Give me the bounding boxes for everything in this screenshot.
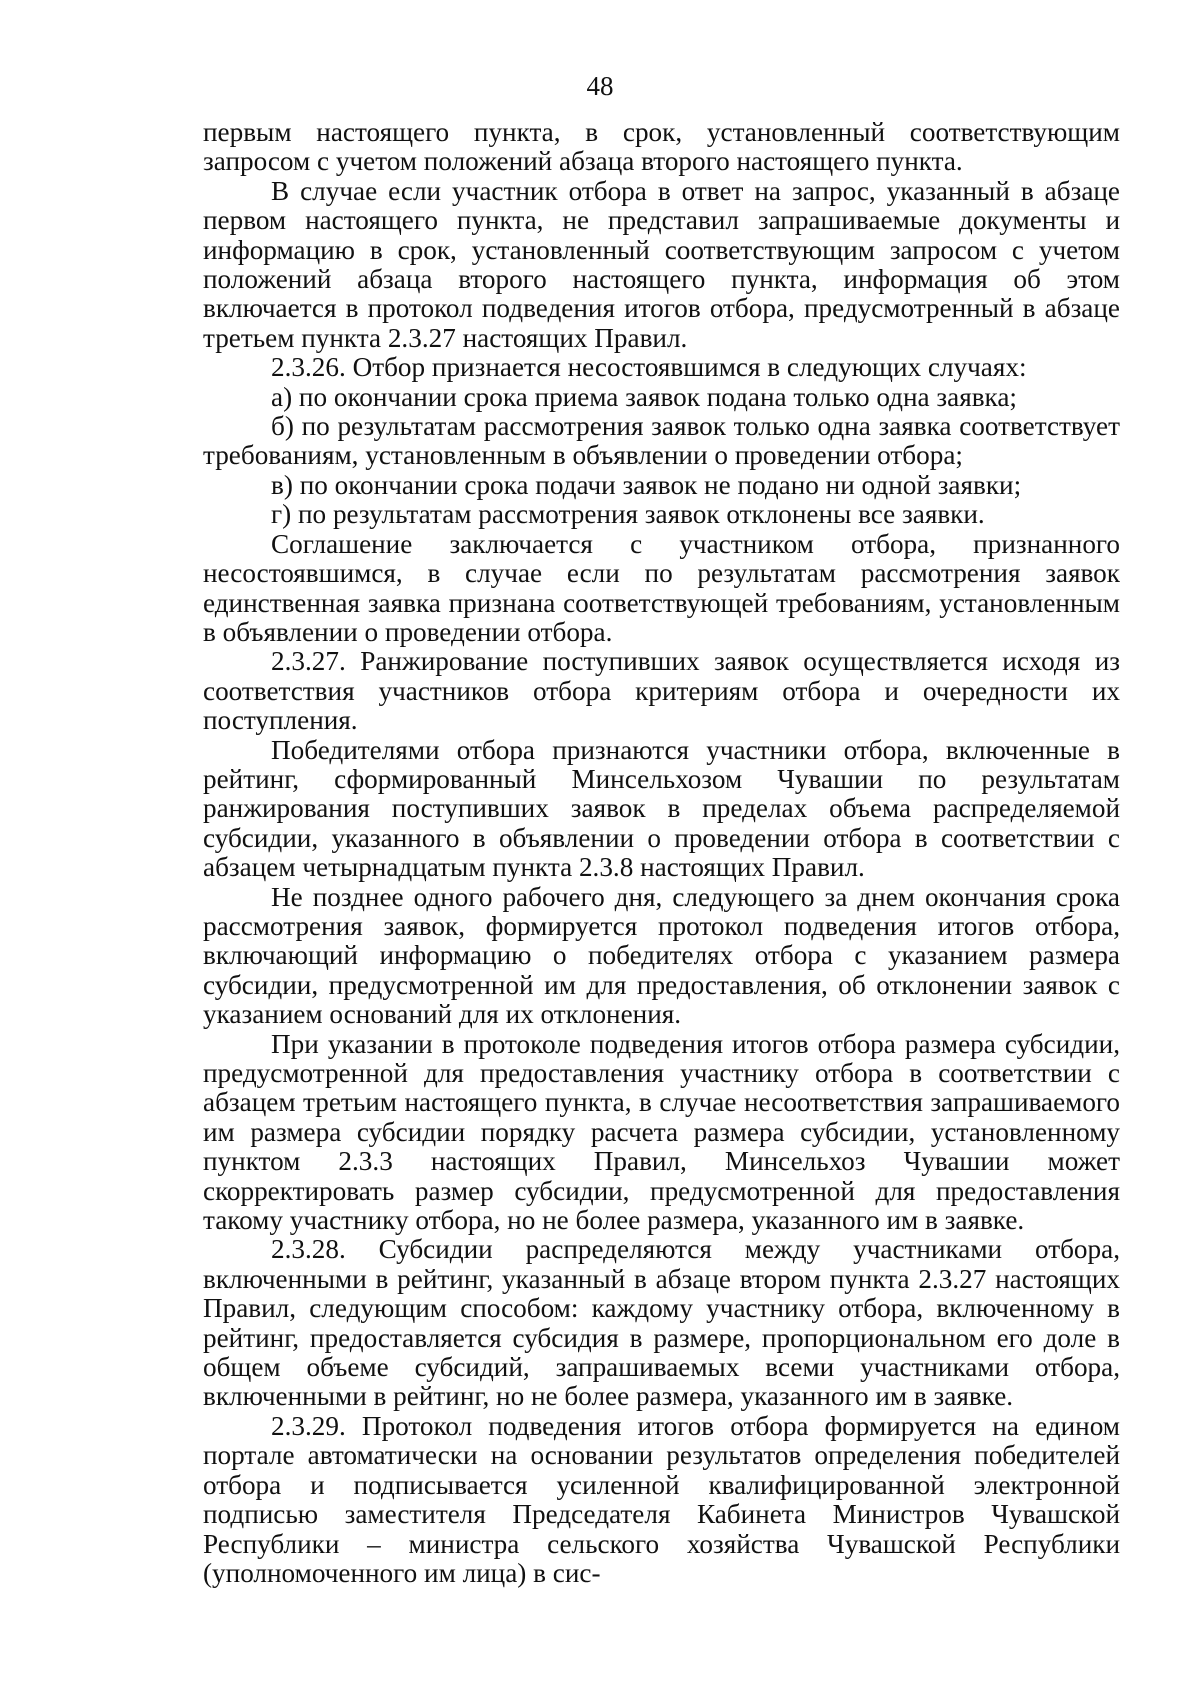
list-item-a: а) по окончании срока приема заявок подана только одна заявка; [271, 381, 1017, 412]
section-2-3-26: 2.3.26. Отбор признается несостоявшимся в следующих случаях: [271, 352, 1027, 383]
list-item-v: в) по окончании срока подачи заявок не подано ни одной заявки; [271, 469, 1022, 500]
document-body [203, 118, 1120, 1588]
paragraph: Победителями отбора признаются участники отбора, включенные в рейтинг, сформированный Минсельхозом Чувашии по результатам ранжирования поступивших заявок в пределах объема распределяемой субсидии, указанного в объявлении о проведении отбора в соответствии с абзацем четырнадцатым пункта 2.3.8 настоящих Правил. [203, 734, 1120, 883]
paragraph: В случае если участник отбора в ответ на запрос, указанный в абзаце первом настоящего пункта, не представил запрашиваемые документы и информацию в срок, установленный соответствующим запросом с учетом положений абзаца второго настоящего пункта, информация об этом включается в протокол подведения итогов отбора, предусмотренный в абзаце третьем пункта 2.3.27 настоящих Правил. [203, 175, 1120, 353]
paragraph-continuation: первым настоящего пункта, в срок, установленный соответствующим запросом с учетом положений абзаца второго настоящего пункта. [203, 117, 1120, 177]
paragraph: Соглашение заключается с участником отбора, признанного несостоявшимся, в случае если по результатам рассмотрения заявок единственная заявка признана соответствующей требованиям, установленным в объявлении о проведении отбора. [203, 528, 1120, 647]
paragraph: При указании в протоколе подведения итогов отбора размера субсидии, предусмотренной для предоставления участнику отбора в соответствии с абзацем третьим настоящего пункта, в случае несоответствия запрашиваемого им размера субсидии порядку расчета размера субсидии, установленному пунктом 2.3.3 настоящих Правил, Минсельхоз Чувашии может скорректировать размер субсидии, предусмотренной для предоставления такому участнику отбора, но не более размера, указанного им в заявке. [203, 1028, 1120, 1236]
list-item-b: б) по результатам рассмотрения заявок только одна заявка соответствует требованиям, установленным в объявлении о проведении отбора; [203, 411, 1120, 471]
section-2-3-27: 2.3.27. Ранжирование поступивших заявок осуществляется исходя из соответствия участников отбора критериям отбора и очередности их поступления. [203, 646, 1120, 736]
paragraph: Не позднее одного рабочего дня, следующего за днем окончания срока рассмотрения заявок, формируется протокол подведения итогов отбора, включающий информацию о победителях отбора с указанием размера субсидии, предусмотренной им для предоставления, об отклонении заявок с указанием оснований для их отклонения. [203, 881, 1120, 1030]
list-item-g: г) по результатам рассмотрения заявок отклонены все заявки. [271, 499, 985, 530]
page-number: 48 [586, 71, 614, 101]
section-2-3-28: 2.3.28. Субсидии распределяются между участниками отбора, включенными в рейтинг, указанный в абзаце втором пункта 2.3.27 настоящих Правил, следующим способом: каждому участнику отбора, включенному в рейтинг, предоставляется субсидия в размере, пропорциональном его доле в общем объеме субсидий, запрашиваемых всеми участниками отбора, включенными в рейтинг, но не более размера, указанного им в заявке. [203, 1234, 1120, 1412]
section-2-3-29: 2.3.29. Протокол подведения итогов отбора формируется на едином портале автоматически на основании результатов определения победителей отбора и подписывается усиленной квалифицированной электронной подписью заместителя Председателя Кабинета Министров Чувашской Республики – министра сельского хозяйства Чувашской Республики (уполномоченного им лица) в сис- [203, 1410, 1120, 1588]
